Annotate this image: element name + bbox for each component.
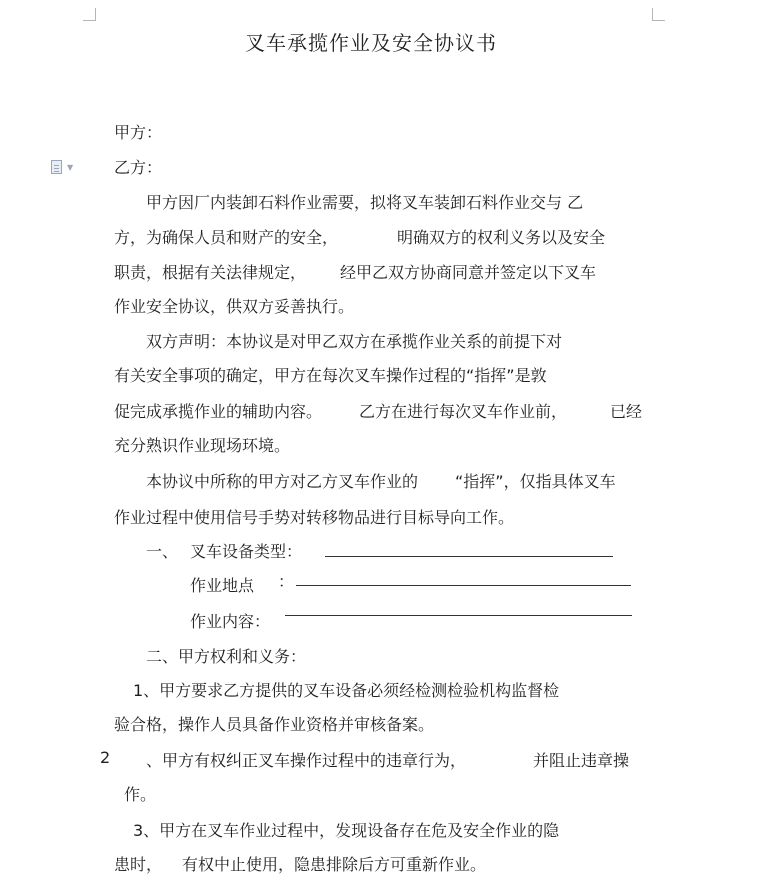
work-location-label: 作业地点 bbox=[190, 576, 255, 595]
paragraph1-line1: 甲方因厂内装卸石料作业需要，拟将叉车装卸石料作业交与 乙 bbox=[146, 193, 584, 212]
work-location-blank[interactable] bbox=[296, 585, 631, 586]
paragraph2-line3a: 促完成承揽作业的辅助内容。 bbox=[114, 402, 323, 421]
paragraph2-line1: 双方声明：本协议是对甲乙双方在承揽作业关系的前提下对 bbox=[146, 332, 563, 351]
party-a-label: 甲方： bbox=[114, 123, 163, 142]
section2-item3-line2a: 患时， bbox=[114, 855, 163, 874]
paragraph1-line4: 作业安全协议，供双方妥善执行。 bbox=[114, 297, 355, 316]
section2-item2-line1a: 、甲方有权纠正叉车操作过程中的违章行为， bbox=[146, 751, 467, 770]
paragraph1-line3a: 职责，根据有关法律规定， bbox=[114, 263, 307, 282]
work-content-blank[interactable] bbox=[285, 615, 632, 616]
paragraph2-line3c: 已经 bbox=[610, 402, 643, 421]
section2-item3-line2b: 有权中止使用，隐患排除后方可重新作业。 bbox=[182, 855, 487, 874]
equipment-type-blank[interactable] bbox=[325, 556, 613, 557]
section2-item1-line2: 验合格，操作人员具备作业资格并审核备案。 bbox=[114, 715, 435, 734]
section2-item2-line2: 作。 bbox=[124, 785, 157, 804]
paragraph1-line2b: 明确双方的权利义务以及安全 bbox=[397, 228, 606, 247]
paragraph1-line2a: 方，为确保人员和财产的安全， bbox=[114, 228, 339, 247]
paragraph2-line2: 有关安全事项的确定，甲方在每次叉车操作过程的“指挥”是敦 bbox=[114, 366, 547, 385]
paragraph2-line3b: 乙方在进行每次叉车作业前， bbox=[359, 402, 568, 421]
section2-item1-line1: 1、甲方要求乙方提供的叉车设备必须经检测检验机构监督检 bbox=[133, 681, 560, 700]
paragraph2-line4: 充分熟识作业现场环境。 bbox=[114, 436, 291, 455]
margin-corner-top-left bbox=[83, 8, 96, 21]
margin-corner-top-right bbox=[652, 8, 665, 21]
work-content-label: 作业内容： bbox=[190, 612, 271, 631]
document-title: 叉车承揽作业及安全协议书 bbox=[245, 31, 497, 55]
dropdown-arrow-icon[interactable]: ▼ bbox=[67, 163, 74, 172]
section2-item3-line1: 3、甲方在叉车作业过程中，发现设备存在危及安全作业的隐 bbox=[133, 821, 560, 840]
section1-number: 一、 bbox=[146, 542, 179, 561]
paragraph3-line1a: 本协议中所称的甲方对乙方叉车作业的 bbox=[146, 472, 419, 491]
party-b-label: 乙方： bbox=[114, 158, 163, 177]
paragraph1-line3b: 经甲乙双方协商同意并签定以下叉车 bbox=[340, 263, 597, 282]
equipment-type-label: 叉车设备类型： bbox=[190, 542, 303, 561]
work-location-colon: ： bbox=[278, 572, 295, 591]
section2-item2-line1b: 并阻止违章操 bbox=[533, 751, 630, 770]
section2-heading: 二、甲方权利和义务： bbox=[146, 647, 307, 666]
document-icon[interactable] bbox=[51, 160, 62, 174]
paragraph3-line1b: “指挥”，仅指具体叉车 bbox=[455, 472, 616, 491]
section2-item2-number: 2 bbox=[100, 748, 111, 767]
paragraph3-line2: 作业过程中使用信号手势对转移物品进行目标导向工作。 bbox=[114, 508, 515, 527]
